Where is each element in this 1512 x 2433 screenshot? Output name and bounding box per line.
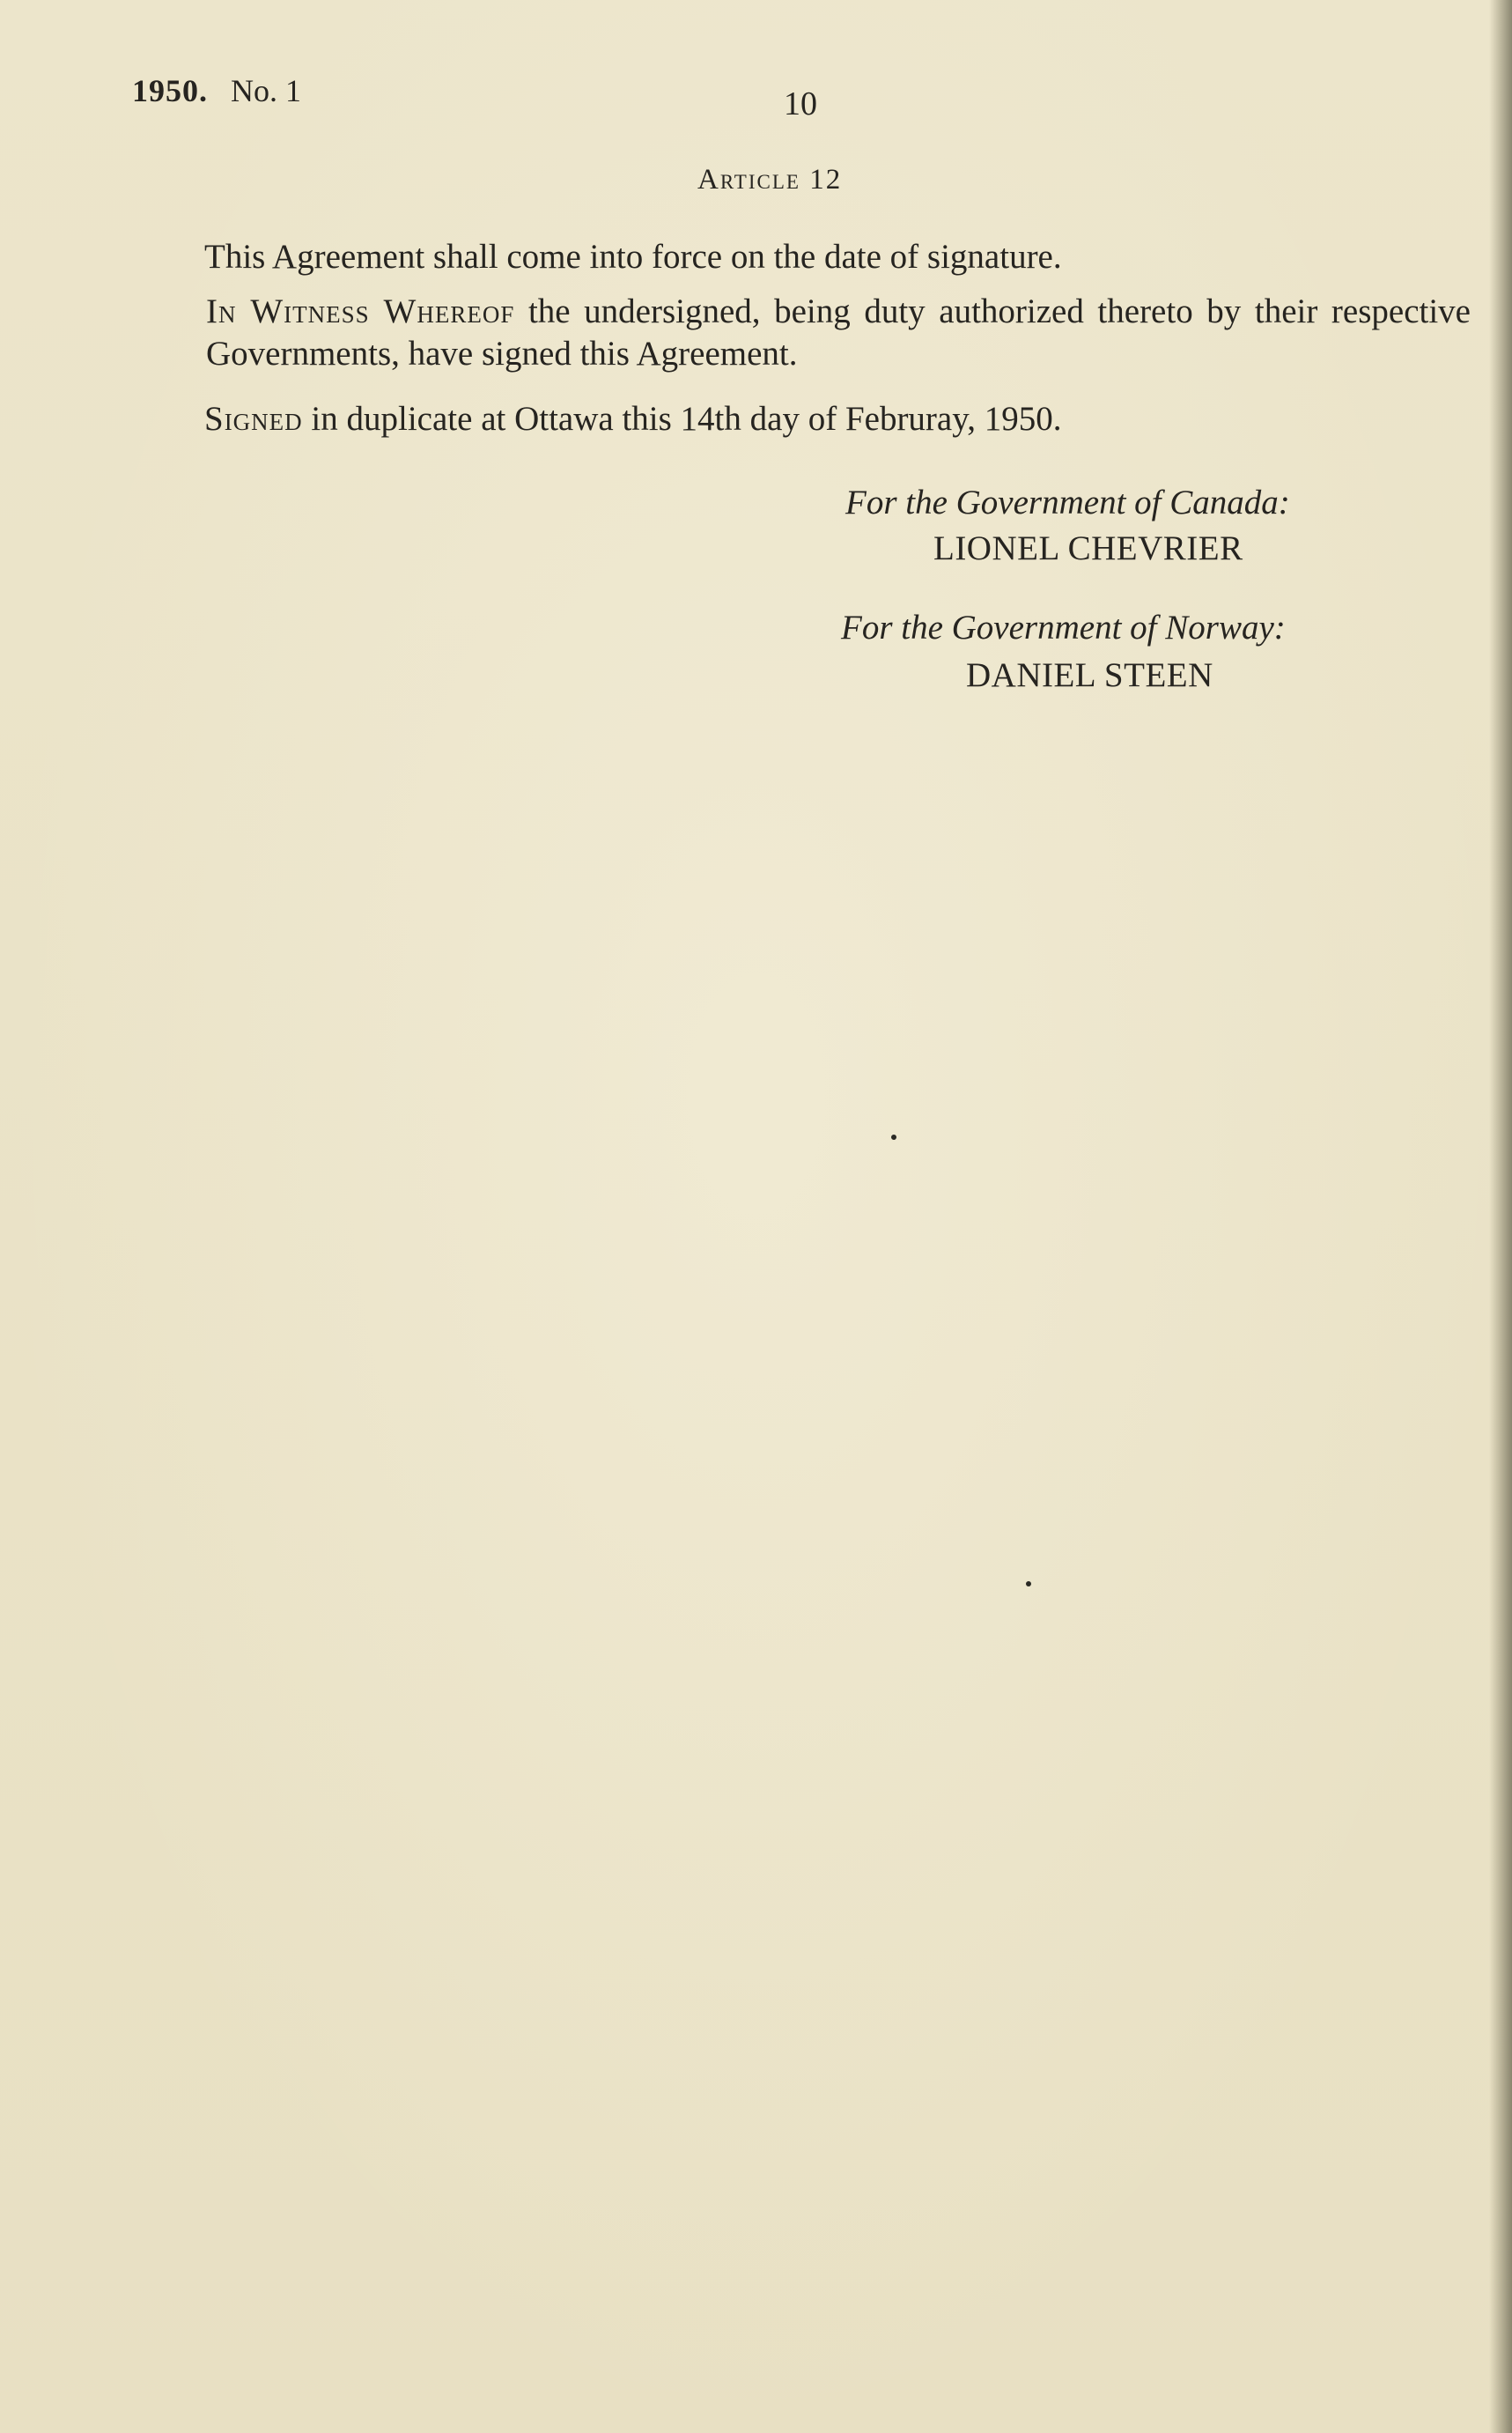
header-year: 1950. xyxy=(132,73,208,108)
header-issue-number: No. 1 xyxy=(231,73,301,108)
signatory-name-norway: DANIEL STEEN xyxy=(966,656,1213,694)
ink-speck xyxy=(1026,1581,1031,1586)
signed-lead: Signed xyxy=(204,400,303,438)
article-heading: Article 12 xyxy=(697,164,843,196)
signature-label-canada: For the Government of Canada: xyxy=(845,484,1290,521)
signed-body: in duplicate at Ottawa this 14th day of Februray, 1950. xyxy=(302,400,1062,438)
page-edge-shadow xyxy=(1489,0,1512,2433)
in-witness-whereof-lead: In Witness Whereof xyxy=(206,292,515,330)
ink-speck xyxy=(891,1135,896,1140)
signatory-name-canada: LIONEL CHEVRIER xyxy=(933,529,1243,567)
in-witness-body: the undersigned, being duty authorized thereto by their respective Governments, have signed this Agreement. xyxy=(206,292,1471,373)
paragraph-entry-into-force: This Agreement shall come into force on the date of signature. xyxy=(204,238,1062,276)
paragraph-in-witness xyxy=(132,291,1471,375)
paragraph-in-witness-text xyxy=(132,291,1471,375)
signature-label-norway: For the Government of Norway: xyxy=(841,609,1286,647)
paragraph-signed xyxy=(204,398,1061,440)
page-number: 10 xyxy=(784,85,817,122)
